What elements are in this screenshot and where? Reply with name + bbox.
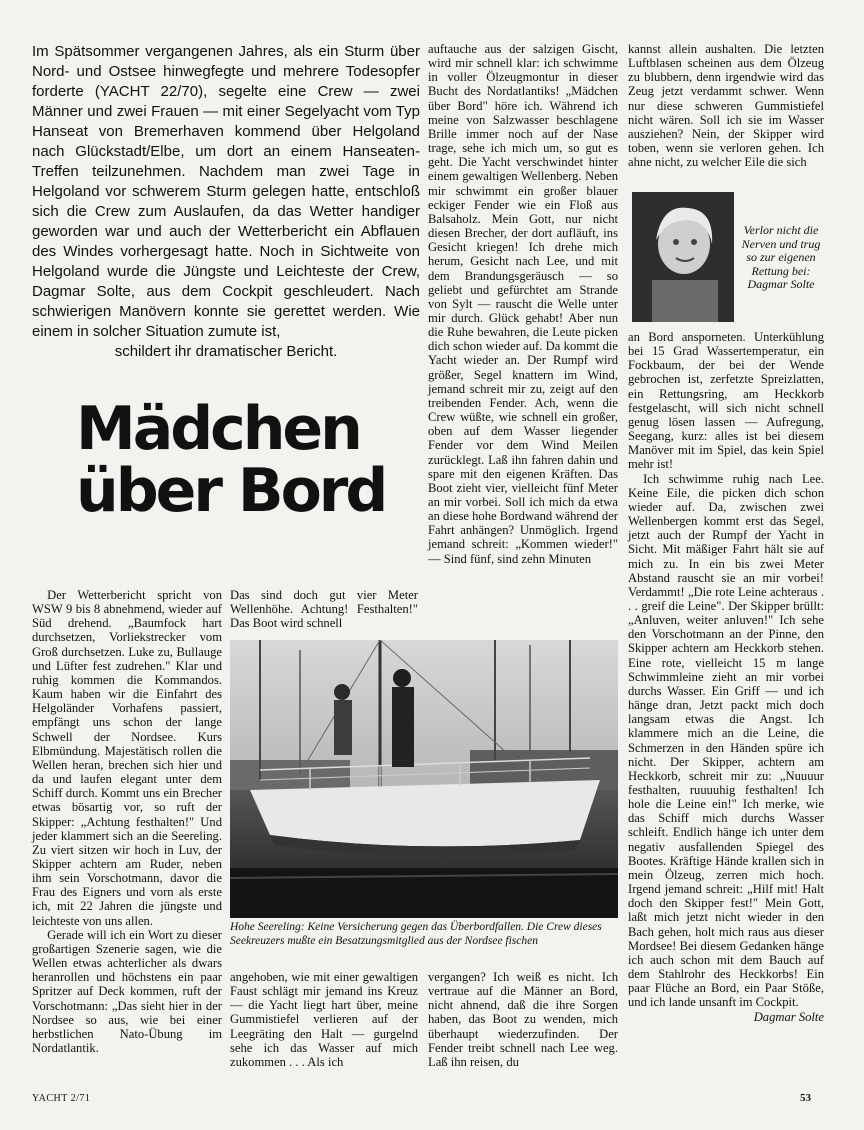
author-signature: Dagmar Solte [753, 1009, 824, 1024]
column-4-bottom: an Bord ansporneten. Unterkühlung bei 15 Grad Wassertemperatur, ein Fockbaum, der bei der Wende gebrochen ist, zerfetzte Spreizlatten, ein Rettungsring, am Heckkorb festgelascht, will sich nicht schnell genug lösen lassen — Aufregung, Seegang, kurz: alles ist bei diesem Manöver mit im Spiel, das kein Spiel mehr ist! Ich schwimme ruhig nach Lee. Keine Eile, die picken dich schon wieder auf. Da, zwischen zwei Wellenbergen kommt erst das Segel, jetzt auch der Rumpf der Yacht in Sicht. Mit mäßiger Fahrt hält sie auf mich zu. In ein bis zwei Meter Abstand rauscht sie an mir vorbei! Verdammt! „Die rote Leine achteraus . . . greif die Leine". Der Skipper brüllt: „Anluven, weiter anluven!" Ich sehe den Vorschotmann an der Pinne, den Skipper achtern am Heckkorb stehen. Eine rote, vielleicht 15 m lange Schwimmleine zieht an mir vorbei durchs Wasser. Ein Griff — und ich hänge dran, Jetzt packt mich doch langsam etwas die Angst. Ich klammere mich an die Leine, die Schmerzen in den Händen spüre ich nicht. Der Skipper, achtern am Heckkorb, schreit mir zu: „Nuuuur festhalten, ruuuuhig festhalten! Ich hole die Leine ein!" Ich merke, wie das Schiff mich durchs Wasser schleift. Endlich hänge ich unter dem negativ ausfallenden Spiegel des Bootes. Kräftige Hände krallen sich in mein Ölzeug, zerren mich hoch. Irgend jemand schreit: „Hilf mit! Halt doch den Skipper fest!" Mein Gott, laßt mich jetzt nicht wieder in den Bach gehen, holt mich raus aus dieser Mordsee! Bei diesem Gedanken hänge ich auch schon mit dem Bauch auf dem Stahlrohr des Heckkorbs! Ein paar Flüche an Bord, ein Paar Stöße, und ich lande unsanft im Cockpit. Dagmar Solte [628, 330, 824, 1024]
column-1 [32, 588, 222, 1055]
page-number: 53 [800, 1092, 811, 1104]
headline-line-1: Mädchen [76, 394, 360, 464]
article-headline [76, 394, 436, 526]
col1-paragraph-2: Gerade will ich ein Wort zu dieser großartigen Szenerie sagen, wie die Wellen etwas achterlicher als dwars heranrollen und höchstens ein paar Spritzer auf Deck kommen, ruft der Vorschotmann: „Das sieht hier in der Nordsee so aus, wie bei einer herbstlichen Nato-Übung im Nordatlantik. [32, 927, 222, 1055]
photo-caption: Hohe Seereling: Keine Versicherung gegen das Überbordfallen. Die Crew dieses Seekreuzers mußte ein Besatzungsmitglied aus der Nordsee fischen [230, 921, 602, 947]
col1-paragraph-1: Der Wetterbericht spricht von WSW 9 bis 8 abnehmend, wieder auf Süd drehend. „Baumfock hart durchsetzen, Vorliekstrecker vom Groß durchsetzen. Luke zu, Bullauge und Lüfter fest zudrehen." Klar und ruhig kommen die Kommandos. Kaum haben wir die Einfahrt des Helgoländer Vorhafens passiert, empfängt uns schon der lange Schwell der Nordsee. Kurs Elbmündung. Majestätisch rollen die Wellen heran, brechen sich hier und da und laufen elegant unter dem Schiff durch. Kommt uns ein Brecher etwas bösartig vor, so ruft der Skipper: „Achtung festhalten!" Und jeder klammert sich an die Seereling. Zu viert sitzen wir hoch in Luv, der Skipper achtern am Ruder, neben ihm sein Vorschotmann, davor die Frau des Eigners und vorn als erste ich, mit 22 Jahren die jüngste und leichteste von uns allen. [32, 588, 222, 928]
portrait-photo [632, 192, 734, 322]
column-4-top: kannst allein aushalten. Die letzten Luftblasen scheinen aus dem Ölzeug zu blubbern, denn irgendwie wird das Zeug jetzt verdammt schwer. Wenn nur diese schweren Gummistiefel nicht wären. Soll ich sie im Wasser ausziehen? Nein, der Skipper wird toben, wenn sie verloren gehen. Ich ahne nicht, zu welcher Eile die sich [628, 42, 824, 170]
boat-photo [230, 640, 618, 918]
magazine-issue: YACHT 2/71 [32, 1093, 91, 1104]
column-3-bottom: vergangen? Ich weiß es nicht. Ich vertraue auf die Männer an Bord, nicht ahnend, daß die ihre Sorgen haben, das Boot zu wenden, mich überhaupt wiederzufinden. Der Fender treibt schnell nach Lee weg. Laß ihn reisen, du [428, 970, 618, 1069]
column-2-bottom: angehoben, wie mit einer gewaltigen Faust schlägt mir jemand ins Kreuz — die Yacht liegt hart über, meine Gummistiefel verlieren auf der Leegräting den Halt — gurgelnd sehe ich das Wasser auf mich zukommen . . . Als ich [230, 970, 418, 1069]
portrait-illustration [632, 192, 734, 322]
column-2-top: Das sind doch gut vier Meter Wellenhöhe. Achtung! Festhalten!" Das Boot wird schnell [230, 588, 418, 631]
column-3-top: auftauche aus der salzigen Gischt, wird mir schnell klar: ich schwimme in voller Ölzeugmontur in dieser Bucht des Nordatlantiks! „Mädchen über Bord" höre ich. Während ich meine von Salzwasser beschlagene Brille immer noch auf der Nase trage, sehe ich mich um, so gut es geht. Die Yacht verschwindet hinter einem gewaltigen Wellenberg. Neben mir schwimmt ein großer blauer eckiger Fender wie ein Floß aus Balsaholz. Mein Gott, nur nicht diesen Brecher, der dort aufläuft, ins Gesicht kriegen! Ich drehe mich herum, Gesicht nach Lee, und mit dem Brandungsgeräusch — so geliebt und gefürchtet am Strande von Sylt — rauscht die Welle unter mir durch. Glück gehabt! Aber nun die Ruhe bewahren, die Leute picken dich schon wieder auf. Da kommt die Yacht wieder an. Der Rumpf wird größer, Segel knattern im Wind, jemand schreit mir zu, zeigt auf den treibenden Fender. Ach, wenn die Crew wüßte, wie schnell ein großer, oben auf dem Wasser liegender Fender vor dem Wind Meilen zurücklegt. Laß ihn fahren dahin und spare mit den eigenen Kräften. Das Boot zieht vier, vielleicht fünf Meter an mir vorbei. Soll ich mich da etwa an diese hohe Bordwand während der Fahrt anhängen? Unmöglich. Irgend jemand schreit: „Kommen wieder!" — Sind fünf, sind zehn Minuten [428, 42, 618, 566]
headline-line-2: über Bord [76, 456, 386, 526]
boat-photo-illustration [230, 640, 618, 918]
lead-paragraph: Im Spätsommer vergangenen Jahres, als ein Sturm über Nord- und Ostsee hinwegfegte und mehrere Todesopfer forderte (YACHT 22/70), segelte eine Crew — zwei Männer und zwei Frauen — mit einer Segelyacht vom Typ Hanseat von Bremerhaven kommend über Helgoland nach Glückstadt/Elbe, um dort an einem Hanseaten-Treffen teilzunehmen. Nachdem man zwei Tage in Helgoland vor schwerem Sturm gelegen hatte, entschloß sich die Crew zum Auslaufen, da das Wetter handiger geworden war und auch der Wetterbericht ein Abflauen des Windes vorhergesagt hatte. Noch in Sichtweite von Helgoland wurde die Jüngste und Leichteste der Crew, Dagmar Solte, aus dem Cockpit geschleudert. Nach schwierigen Manövern konnte sie gerettet werden. Wie einem in solcher Situation zumute ist, schildert ihr dramatischer Bericht. [32, 43, 420, 360]
portrait-caption: Verlor nicht die Nerven und trug so zur eigenen Rettung bei: Dagmar Solte [741, 223, 821, 291]
